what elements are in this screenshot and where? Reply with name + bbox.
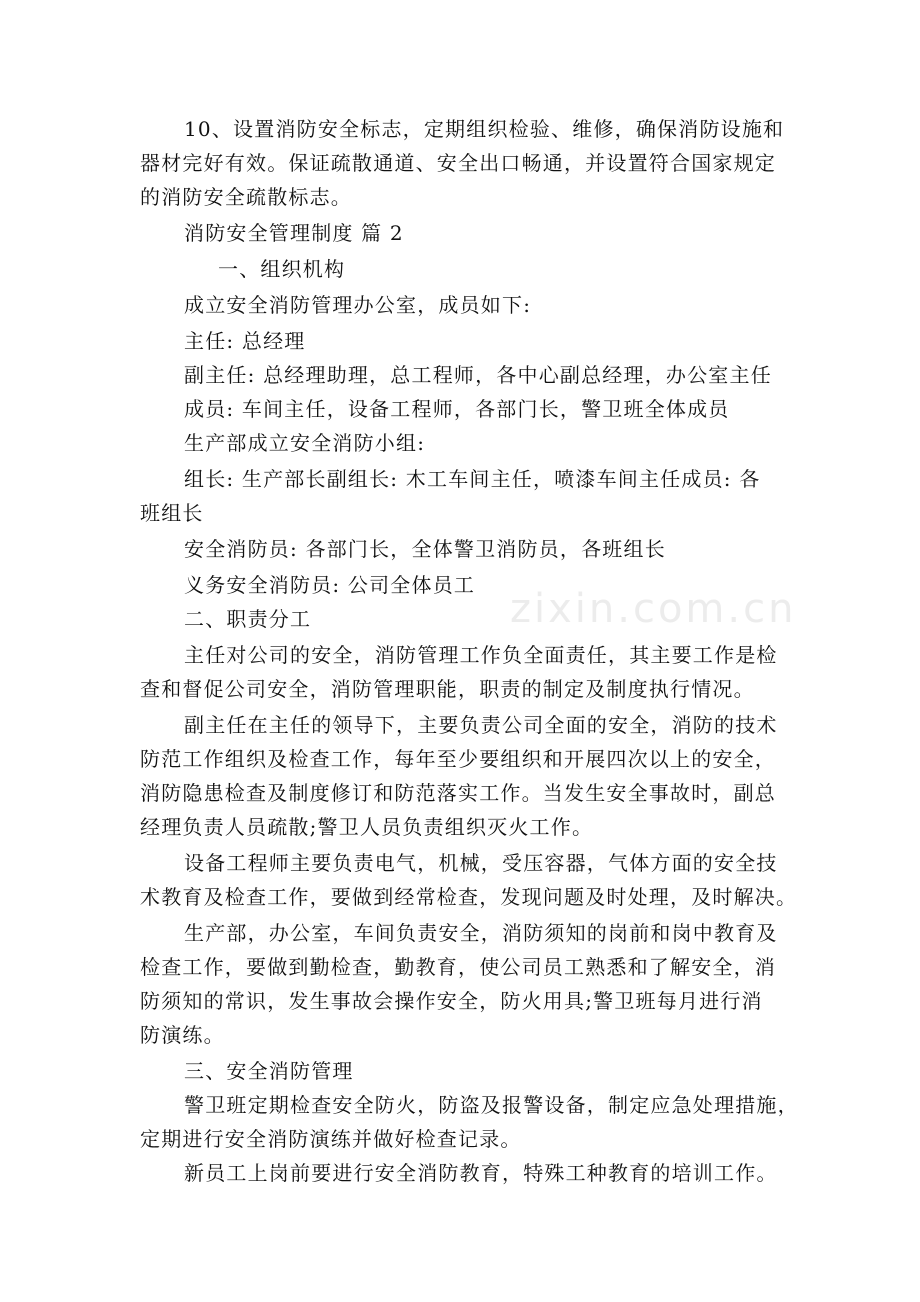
paragraph-line: 设备工程师主要负责电气，机械，受压容器，气体方面的安全技 bbox=[184, 851, 778, 875]
paragraph-line: 副主任在主任的领导下，主要负责公司全面的安全，消防的技术 bbox=[184, 713, 778, 737]
paragraph-line: 定期进行安全消防演练并做好检查记录。 bbox=[140, 1127, 522, 1151]
paragraph-line: 查和督促公司安全，消防管理职能，职责的制定及制度执行情况。 bbox=[140, 677, 755, 701]
paragraph-line: 义务安全消防员: 公司全体员工 bbox=[184, 573, 476, 597]
paragraph-line: 班组长 bbox=[140, 501, 204, 525]
paragraph-line: 器材完好有效。保证疏散通道、安全出口畅通，并设置符合国家规定 bbox=[140, 151, 776, 175]
section-title: 消防安全管理制度 篇 2 bbox=[184, 221, 404, 245]
paragraph-line: 成立安全消防管理办公室，成员如下: bbox=[184, 293, 532, 317]
paragraph-line: 新员工上岗前要进行安全消防教育，特殊工种教育的培训工作。 bbox=[184, 1161, 778, 1185]
paragraph-line: 主任对公司的安全，消防管理工作负全面责任，其主要工作是检 bbox=[184, 643, 778, 667]
paragraph-line: 生产部，办公室，车间负责安全，消防须知的岗前和岗中教育及 bbox=[184, 921, 778, 945]
section-heading: 三、安全消防管理 bbox=[184, 1059, 354, 1083]
paragraph-line: 术教育及检查工作，要做到经常检查，发现问题及时处理，及时解决。 bbox=[140, 885, 798, 909]
paragraph-line: 防须知的常识，发生事故会操作安全，防火用具;警卫班每月进行消 bbox=[140, 989, 763, 1013]
paragraph-line: 生产部成立安全消防小组: bbox=[184, 431, 426, 455]
paragraph-line: 检查工作，要做到勤检查，勤教育，使公司员工熟悉和了解安全，消 bbox=[140, 955, 776, 979]
paragraph-line: 副主任: 总经理助理，总工程师，各中心副总经理，办公室主任 bbox=[184, 363, 772, 387]
paragraph-line: 成员: 车间主任，设备工程师，各部门长，警卫班全体成员 bbox=[184, 397, 730, 421]
paragraph-line: 安全消防员: 各部门长，全体警卫消防员，各班组长 bbox=[184, 537, 666, 561]
paragraph-line: 组长: 生产部长副组长: 木工车间主任，喷漆车间主任成员: 各 bbox=[184, 467, 761, 491]
paragraph-line: 消防隐患检查及制度修订和防范落实工作。当发生安全事故时，副总 bbox=[140, 781, 776, 805]
paragraph-line: 10、设置消防安全标志，定期组织检验、维修，确保消防设施和 bbox=[184, 117, 785, 141]
section-heading: 一、组织机构 bbox=[218, 257, 346, 281]
section-heading: 二、职责分工 bbox=[184, 607, 312, 631]
paragraph-line: 的消防安全疏散标志。 bbox=[140, 185, 352, 209]
paragraph-line: 警卫班定期检查安全防火，防盗及报警设备，制定应急处理措施， bbox=[184, 1093, 799, 1117]
watermark: zixin.com.cn bbox=[510, 586, 797, 632]
paragraph-line: 防范工作组织及检查工作，每年至少要组织和开展四次以上的安全， bbox=[140, 747, 776, 771]
paragraph-line: 防演练。 bbox=[140, 1023, 225, 1047]
paragraph-line: 经理负责人员疏散;警卫人员负责组织灭火工作。 bbox=[140, 815, 594, 839]
paragraph-line: 主任: 总经理 bbox=[184, 329, 306, 353]
